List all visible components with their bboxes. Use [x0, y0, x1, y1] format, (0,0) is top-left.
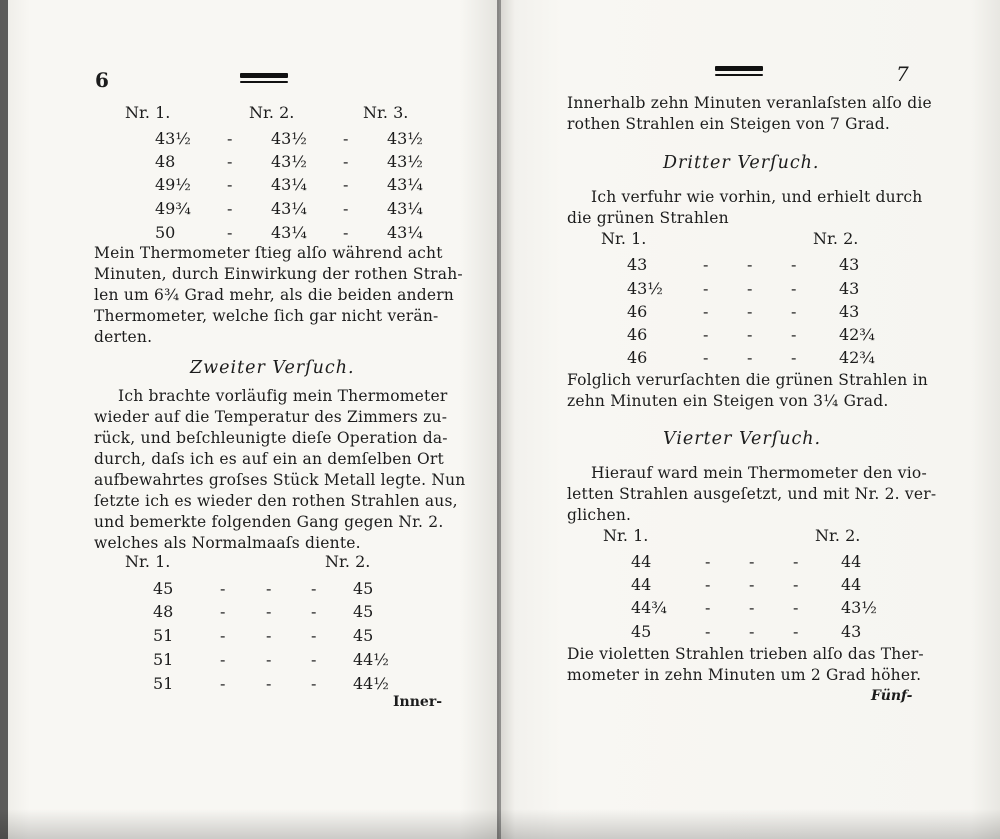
table-cell: -	[227, 129, 233, 148]
paragraph	[567, 93, 932, 135]
text-line: Mein Thermometer ſtieg alſo während acht	[94, 244, 443, 262]
table-cell: 51	[153, 674, 174, 693]
table-cell: 43¼	[387, 175, 423, 194]
table-cell: -	[343, 175, 349, 194]
table-cell: -	[227, 175, 233, 194]
table-cell: -	[311, 650, 317, 669]
paragraph	[567, 187, 923, 229]
table-cell: -	[266, 650, 272, 669]
table-cell: -	[793, 598, 799, 617]
table-cell: 44½	[353, 674, 389, 693]
table-cell: -	[703, 325, 709, 344]
table-cell: -	[749, 575, 755, 594]
table-cell: 43¼	[271, 223, 307, 242]
table-cell: 44½	[353, 650, 389, 669]
table-cell: 50	[155, 223, 176, 242]
catchword: Fünf-	[871, 688, 913, 704]
page-edge-shadow	[0, 0, 8, 839]
table-cell: 42¾	[839, 325, 875, 344]
table-cell: 43½	[627, 279, 663, 298]
text-line: Innerhalb zehn Minuten veranlaſsten alſo die	[567, 94, 932, 112]
table-cell: -	[227, 199, 233, 218]
table-cell: -	[747, 255, 753, 274]
page-number: 7	[896, 62, 909, 86]
table-cell: -	[793, 552, 799, 571]
column-header: Nr. 2.	[249, 103, 295, 122]
catchword: Inner-	[393, 694, 442, 710]
table-cell: -	[791, 325, 797, 344]
text-line: len um 6¾ Grad mehr, als die beiden andern	[94, 286, 454, 304]
table-cell: 45	[353, 626, 374, 645]
text-line: derten.	[94, 328, 153, 346]
table-cell: 43¼	[387, 223, 423, 242]
table-cell: -	[791, 279, 797, 298]
text-line: Folglich verurſachten die grünen Strahlen in	[567, 371, 928, 389]
text-line: glichen.	[567, 506, 632, 524]
table-cell: -	[705, 622, 711, 641]
table-cell: 51	[153, 650, 174, 669]
text-line: aufbewahrtes groſses Stück Metall legte. Nun	[94, 471, 466, 489]
bottom-shadow	[0, 809, 1000, 839]
column-header: Nr. 1.	[125, 552, 171, 571]
table-cell: -	[705, 598, 711, 617]
text-line: rothen Strahlen ein Steigen von 7 Grad.	[567, 115, 891, 133]
table-cell: -	[311, 674, 317, 693]
section-heading: Dritter Verſuch.	[663, 153, 820, 173]
table-cell: -	[220, 626, 226, 645]
table-cell: 42¾	[839, 348, 875, 367]
table-cell: 48	[153, 602, 174, 621]
column-header: Nr. 1.	[603, 526, 649, 545]
table-cell: -	[749, 598, 755, 617]
column-header: Nr. 3.	[363, 103, 409, 122]
table-cell: -	[747, 302, 753, 321]
table-cell: -	[703, 348, 709, 367]
page-number: 6	[95, 68, 109, 92]
table-cell: -	[266, 579, 272, 598]
table-cell: -	[343, 199, 349, 218]
table-cell: -	[793, 622, 799, 641]
table-cell: 43	[839, 255, 860, 274]
table-cell: 44¾	[631, 598, 667, 617]
table-cell: -	[311, 602, 317, 621]
text-line: rück, und beſchleunigte dieſe Operation da-	[94, 429, 448, 447]
table-cell: 45	[631, 622, 652, 641]
table-cell: 44	[631, 575, 652, 594]
table-cell: -	[749, 622, 755, 641]
section-heading: Vierter Verſuch.	[663, 429, 822, 449]
table-cell: -	[747, 348, 753, 367]
table-cell: 49¾	[155, 199, 191, 218]
table-cell: 43	[839, 279, 860, 298]
header-rule-thin	[715, 74, 763, 76]
table-cell: -	[227, 152, 233, 171]
table-cell: 48	[155, 152, 176, 171]
header-rule	[240, 73, 288, 78]
table-cell: 43	[627, 255, 648, 274]
table-cell: -	[227, 223, 233, 242]
table-cell: -	[791, 255, 797, 274]
table-cell: -	[705, 575, 711, 594]
paragraph	[567, 463, 936, 526]
table-cell: -	[343, 152, 349, 171]
table-cell: -	[266, 602, 272, 621]
text-line: und bemerkte folgenden Gang gegen Nr. 2.	[94, 513, 444, 531]
table-cell: -	[343, 223, 349, 242]
section-heading: Zweiter Verſuch.	[190, 358, 355, 378]
table-cell: 46	[627, 325, 648, 344]
table-cell: 45	[153, 579, 174, 598]
table-cell: -	[793, 575, 799, 594]
table-cell: 46	[627, 348, 648, 367]
table-cell: -	[311, 626, 317, 645]
table-cell: 51	[153, 626, 174, 645]
text-line: mometer in zehn Minuten um 2 Grad höher.	[567, 666, 922, 684]
table-cell: -	[747, 279, 753, 298]
table-cell: 43¼	[387, 199, 423, 218]
table-cell: 43½	[271, 129, 307, 148]
table-cell: -	[266, 674, 272, 693]
text-line: durch, daſs ich es auf ein an demſelben Ort	[94, 450, 444, 468]
text-line: Hierauf ward mein Thermometer den vio-	[591, 464, 927, 482]
table-cell: 43½	[841, 598, 877, 617]
table-cell: -	[791, 348, 797, 367]
text-line: Thermometer, welche ſich gar nicht verän-	[94, 307, 439, 325]
table-cell: 43½	[155, 129, 191, 148]
header-rule	[715, 66, 763, 71]
column-header: Nr. 1.	[601, 229, 647, 248]
paragraph	[567, 644, 924, 686]
table-cell: 43½	[271, 152, 307, 171]
table-cell: 46	[627, 302, 648, 321]
text-line: Minuten, durch Einwirkung der rothen Strah-	[94, 265, 463, 283]
text-line: wieder auf die Temperatur des Zimmers zu-	[94, 408, 448, 426]
text-line: Die violetten Strahlen trieben alſo das Ther-	[567, 645, 924, 663]
text-line: letten Strahlen ausgeſetzt, und mit Nr. 2. ver-	[567, 485, 937, 503]
table-cell: 43¼	[271, 175, 307, 194]
paragraph	[567, 370, 928, 412]
table-cell: -	[220, 650, 226, 669]
header-rule-thin	[240, 81, 288, 83]
paragraph	[94, 386, 465, 554]
table-cell: -	[220, 579, 226, 598]
table-cell: -	[220, 674, 226, 693]
table-cell: 49½	[155, 175, 191, 194]
column-header: Nr. 1.	[125, 103, 171, 122]
table-cell: 43¼	[271, 199, 307, 218]
paragraph	[94, 243, 463, 348]
table-cell: -	[703, 255, 709, 274]
column-header: Nr. 2.	[815, 526, 861, 545]
table-cell: 44	[841, 552, 862, 571]
table-cell: 43	[839, 302, 860, 321]
table-cell: -	[791, 302, 797, 321]
table-cell: -	[749, 552, 755, 571]
table-cell: 43	[841, 622, 862, 641]
text-line: zehn Minuten ein Steigen von 3¼ Grad.	[567, 392, 889, 410]
table-cell: 43½	[387, 152, 423, 171]
left-page	[0, 0, 499, 839]
text-line: ſetzte ich es wieder den rothen Strahlen aus,	[94, 492, 458, 510]
table-cell: 43½	[387, 129, 423, 148]
table-cell: -	[747, 325, 753, 344]
table-cell: 45	[353, 602, 374, 621]
table-cell: 44	[841, 575, 862, 594]
text-line: welches als Normalmaaſs diente.	[94, 534, 361, 552]
table-cell: -	[311, 579, 317, 598]
column-header: Nr. 2.	[325, 552, 371, 571]
table-cell: -	[705, 552, 711, 571]
table-cell: -	[703, 302, 709, 321]
table-cell: -	[343, 129, 349, 148]
table-cell: -	[266, 626, 272, 645]
text-line: die grünen Strahlen	[567, 209, 729, 227]
text-line: Ich verfuhr wie vorhin, und erhielt durch	[591, 188, 923, 206]
column-header: Nr. 2.	[813, 229, 859, 248]
table-cell: 45	[353, 579, 374, 598]
table-cell: -	[703, 279, 709, 298]
table-cell: 44	[631, 552, 652, 571]
right-page	[501, 0, 1000, 839]
text-line: Ich brachte vorläufig mein Thermometer	[118, 387, 448, 405]
table-cell: -	[220, 602, 226, 621]
